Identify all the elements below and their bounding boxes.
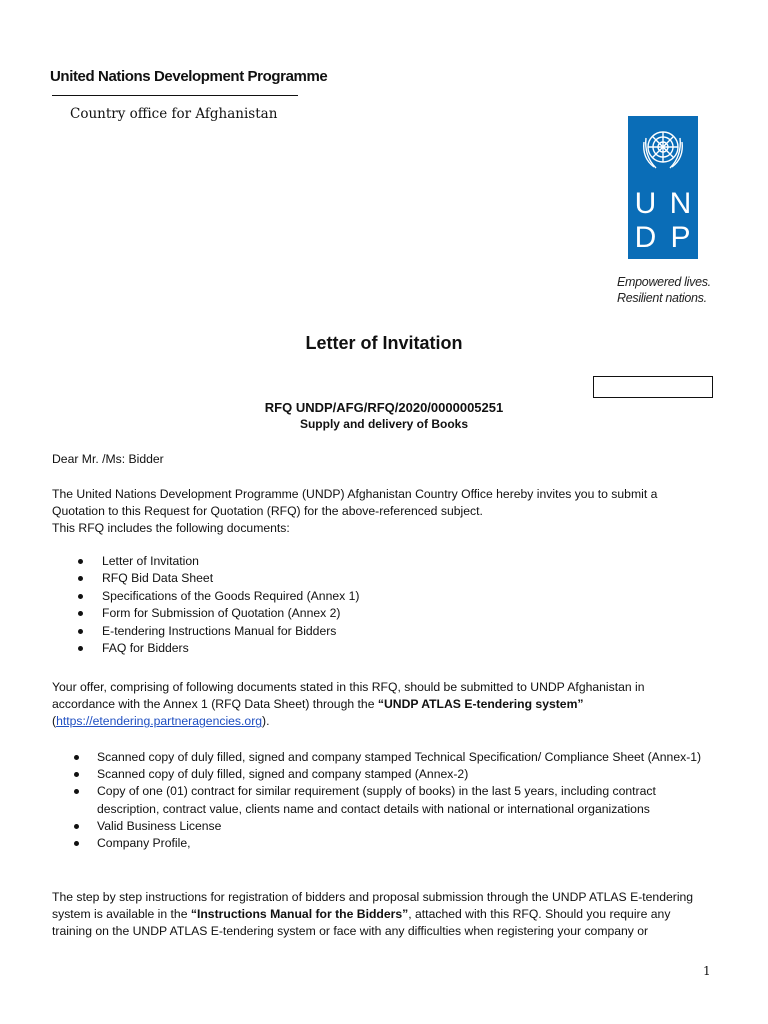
tagline-line1: Empowered lives. [617,275,711,289]
bullet-icon [74,772,79,777]
bullet-icon [74,789,79,794]
paren-close: ). [262,714,270,729]
etendering-link[interactable]: https://etendering.partneragencies.org [56,714,263,729]
list-item-text: Letter of Invitation [102,554,199,568]
submission-line3 [52,713,712,730]
logo-letter-d: D [634,221,657,254]
list-item-text: Scanned copy of duly filled, signed and company stamped (Annex-2) [97,767,469,782]
logo-letter-p: P [670,221,691,254]
submission-paragraph [52,679,712,731]
list-item-text: Specifications of the Goods Required (Annex 1) [102,588,360,603]
submission-line2 [52,696,712,713]
submission-line2-text: accordance with the Annex 1 (RFQ Data Sheet) through the [52,697,378,712]
list-item [52,835,712,852]
instructions-line2-pre: system is available in the [52,907,191,922]
instructions-line2 [52,906,712,923]
logo-letter-n: N [669,187,692,220]
bullet-icon [78,576,83,581]
bullet-icon [78,594,83,599]
list-item [52,766,712,783]
bullet-icon [74,755,79,760]
bullet-icon [74,841,79,846]
list-item [52,605,692,622]
list-item [52,818,712,835]
bullet-icon [78,629,83,634]
list-item-text: Valid Business License [97,818,222,833]
list-item-text: Form for Submission of Quotation (Annex 2) [102,606,341,621]
office-name: Country office for Afghanistan [70,106,278,122]
blank-field-box [593,376,713,398]
submission-line1: Your offer, comprising of following documents stated in this RFQ, should be submitted to UNDP Afghanistan in [52,680,645,694]
rfq-number: RFQ UNDP/AFG/RFQ/2020/0000005251 [264,400,504,415]
list-item [52,623,692,640]
instructions-line3: training on the UNDP ATLAS E-tendering system or face with any difficulties when registering your company or [52,924,649,939]
paren-open: ( [52,714,57,729]
logo-tagline [617,274,711,306]
list-item-text: E-tendering Instructions Manual for Bidders [102,623,337,638]
org-name: United Nations Development Programme [50,68,328,85]
logo-letter-u: U [634,187,657,220]
bullet-icon [78,646,83,651]
list-item-text: Scanned copy of duly filled, signed and company stamped Technical Specification/ Compliance Sheet (Annex-1) [97,750,702,764]
list-item [52,570,692,587]
list-item [52,749,712,766]
instructions-line2-post: , attached with this RFQ. Should you require any [408,907,671,922]
page-number: 1 [703,964,711,978]
intro-line2: Quotation to this Request for Quotation (RFQ) for the above-referenced subject. [52,504,483,518]
logo-letters [628,188,698,254]
list-item-text: FAQ for Bidders [102,640,189,655]
undp-logo [628,116,698,259]
requirements-list [52,749,712,852]
list-item [52,588,692,605]
list-item [52,640,692,657]
tagline-line2: Resilient nations. [617,291,707,305]
greeting: Dear Mr. /Ms: Bidder [52,452,164,466]
list-item [52,783,712,817]
instructions-line1: The step by step instructions for registration of bidders and proposal submission through the UNDP ATLAS E-tendering [52,890,694,904]
intro-line1: The United Nations Development Programme (UNDP) Afghanistan Country Office hereby invites you to submit a [52,487,658,501]
bullet-icon [78,559,83,564]
intro-line3: This RFQ includes the following documents: [52,521,290,535]
bullet-icon [74,824,79,829]
bullet-icon [78,611,83,616]
manual-name: “Instructions Manual for the Bidders” [190,907,409,922]
instructions-paragraph [52,889,712,941]
list-item-text: RFQ Bid Data Sheet [102,571,214,586]
header-rule [52,95,298,96]
document-title: Letter of Invitation [305,333,463,353]
rfq-subject: Supply and delivery of Books [299,417,469,431]
system-name: “UNDP ATLAS E-tendering system” [377,697,584,712]
list-item-text: Company Profile, [97,836,191,851]
un-emblem-icon [636,122,690,176]
documents-list [52,553,692,657]
list-item-text: Copy of one (01) contract for similar requirement (supply of books) in the last 5 years, including contract description, contract value, clients name and contact details with national or international organizations [97,784,656,816]
list-item [52,553,692,570]
